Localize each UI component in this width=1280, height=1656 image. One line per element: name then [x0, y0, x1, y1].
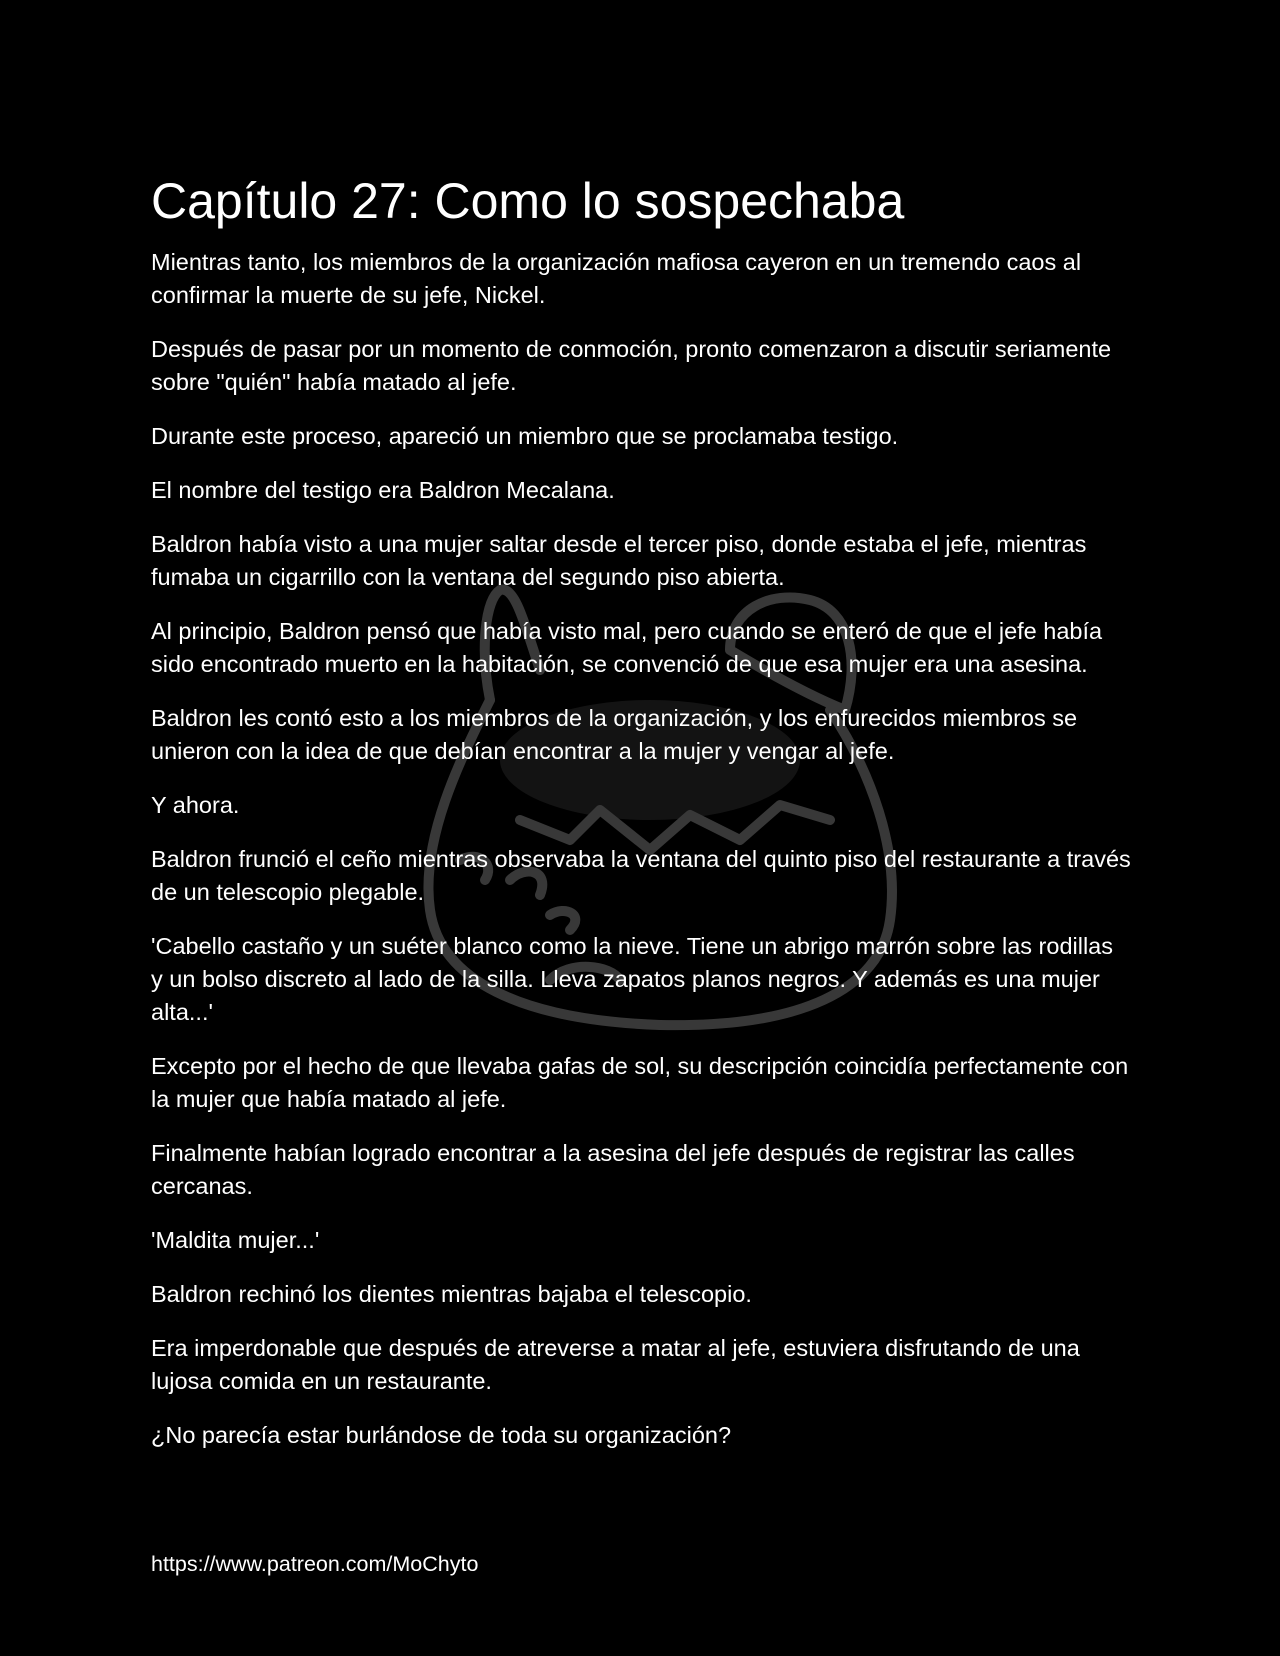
paragraph: Era imperdonable que después de atreverse a matar al jefe, estuviera disfrutando de una lujosa comida en un restaurante.	[151, 1335, 1080, 1394]
paragraph: Finalmente habían logrado encontrar a la asesina del jefe después de registrar las calles cercanas.	[151, 1140, 1075, 1199]
chapter-title: Capítulo 27: Como lo sospechaba	[151, 173, 905, 229]
paragraph: Después de pasar por un momento de conmoción, pronto comenzaron a discutir seriamente sobre "quién" había matado al jefe.	[151, 336, 1112, 395]
paragraph: Y ahora.	[151, 792, 240, 818]
paragraph: 'Cabello castaño y un suéter blanco como la nieve. Tiene un abrigo marrón sobre las rodillas y un bolso discreto al lado de la silla. Lleva zapatos planos negros. Y además es una mujer alta...'	[151, 933, 1113, 1025]
patreon-link[interactable]: https://www.patreon.com/MoChyto	[151, 1552, 479, 1576]
paragraph: El nombre del testigo era Baldron Mecalana.	[151, 477, 615, 503]
paragraph: Mientras tanto, los miembros de la organización mafiosa cayeron en un tremendo caos al confirmar la muerte de su jefe, Nickel.	[151, 249, 1082, 308]
paragraph: Baldron había visto a una mujer saltar desde el tercer piso, donde estaba el jefe, mientras fumaba un cigarrillo con la ventana del segundo piso abierta.	[151, 531, 1087, 590]
paragraph: ¿No parecía estar burlándose de toda su organización?	[151, 1422, 732, 1448]
paragraph: Excepto por el hecho de que llevaba gafas de sol, su descripción coincidía perfectamente con la mujer que había matado al jefe.	[151, 1053, 1129, 1112]
paragraph: Baldron les contó esto a los miembros de la organización, y los enfurecidos miembros se unieron con la idea de que debían encontrar a la mujer y vengar al jefe.	[151, 705, 1078, 764]
paragraph: Al principio, Baldron pensó que había visto mal, pero cuando se enteró de que el jefe había sido encontrado muerto en la habitación, se convenció de que esa mujer era una asesina.	[151, 618, 1103, 677]
paragraph: 'Maldita mujer...'	[151, 1227, 320, 1253]
paragraph: Durante este proceso, apareció un miembro que se proclamaba testigo.	[151, 423, 899, 449]
paragraph: Baldron frunció el ceño mientras observaba la ventana del quinto piso del restaurante a través de un telescopio plegable.	[151, 846, 1131, 905]
paragraph: Baldron rechinó los dientes mientras bajaba el telescopio.	[151, 1281, 752, 1307]
chapter-content	[151, 170, 1131, 1473]
